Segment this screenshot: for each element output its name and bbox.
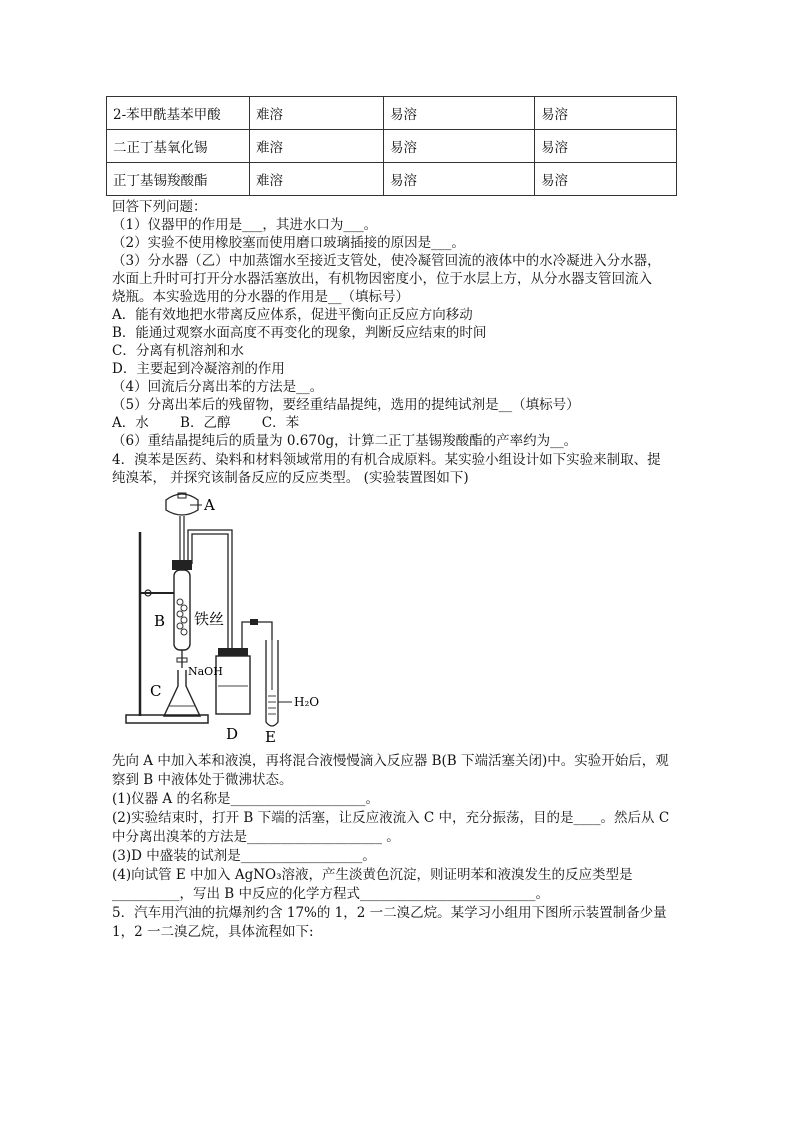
label-c: C	[150, 682, 162, 700]
q3-option: A．能有效地把水带离反应体系，促进平衡向正反应方向移动	[112, 307, 473, 323]
q4-line: 4．溴苯是医药、染料和材料领域常用的有机合成原料。某实验小组设计如下实验来制取、提	[112, 452, 661, 468]
gas-delivery-tube	[192, 534, 228, 650]
table-cell: 正丁基锡羧酸酯	[107, 163, 250, 196]
label-iron-wire: 铁丝	[194, 610, 225, 628]
table-cell: 易溶	[535, 97, 677, 130]
table-cell: 难溶	[250, 97, 384, 130]
q4-subquestion: __________，写出 B 中反应的化学方程式__________________________。	[112, 886, 550, 902]
q5-line: 5．汽车用汽油的抗爆剂约含 17%的 1，2 一二溴乙烷。某学习小组用下图所示装置制备少量	[112, 905, 667, 921]
bottle-stopper	[218, 648, 248, 656]
table-cell: 易溶	[535, 130, 677, 163]
iron-wire-coil	[177, 599, 187, 635]
connecting-tube	[242, 622, 272, 652]
table-cell: 易溶	[384, 163, 535, 196]
label-d: D	[226, 725, 239, 743]
table-cell: 难溶	[250, 130, 384, 163]
q3-option: B．能通过观察水面高度不再变化的现象，判断反应结束的时间	[112, 325, 487, 341]
table-cell: 易溶	[384, 130, 535, 163]
table-cell: 2-苯甲酰基苯甲酸	[107, 97, 250, 130]
solubility-table	[106, 96, 677, 196]
table-cell: 易溶	[535, 163, 677, 196]
apparatus-figure	[122, 490, 332, 745]
label-naoh: NaOH	[188, 665, 223, 678]
q3-intro: 回答下列问题：	[112, 199, 207, 215]
q4-subquestion: (2)实验结束时，打开 B 下端的活塞，让反应液流入 C 中，充分振荡，目的是____。然后从 C	[112, 810, 670, 826]
table-cell: 二正丁基氧化锡	[107, 130, 250, 163]
q3-line: （2）实验不使用橡胶塞而使用磨口玻璃插接的原因是___。	[112, 235, 465, 251]
gas-delivery-tube	[188, 530, 232, 650]
q4-subquestion: 中分离出溴苯的方法是____________________ 。	[112, 829, 400, 845]
q4-subquestion: (1)仪器 A 的名称是____________________。	[112, 791, 379, 807]
label-e: E	[265, 728, 276, 745]
label-b: B	[154, 612, 166, 630]
q3-line: （4）回流后分离出苯的方法是__。	[112, 379, 324, 395]
label-water: H₂O	[294, 695, 320, 709]
reactor-stopper	[172, 560, 192, 570]
q3-option: A．水 B．乙醇 C．苯	[112, 415, 300, 431]
q4-subquestion: (3)D 中盛装的试剂是__________________。	[112, 848, 376, 864]
table-row	[107, 163, 677, 196]
water-level-marks	[268, 696, 276, 714]
q3-line: （5）分离出苯后的残留物，要经重结晶提纯，选用的提纯试剂是__（填标号）	[112, 397, 580, 413]
q3-line: （3）分水器（乙）中加蒸馏水至接近支管处，使冷凝管回流的液体中的水冷凝进入分水器，	[112, 253, 661, 269]
label-a: A	[204, 496, 215, 514]
q4-line: 先向 A 中加入苯和液溴，再将混合液慢慢滴入反应器 B(B 下端活塞关闭)中。实验开始后，观	[112, 753, 669, 769]
table-row	[107, 130, 677, 163]
table-cell: 易溶	[384, 97, 535, 130]
q3-line: 烧瓶。本实验选用的分水器的作用是__（填标号）	[112, 289, 409, 305]
q5-line: 1，2 一二溴乙烷，具体流程如下:	[112, 924, 314, 940]
q3-option: C．分离有机溶剂和水	[112, 343, 244, 359]
q3-line: （1）仪器甲的作用是___，其进水口为___。	[112, 217, 378, 233]
q4-line: 纯溴苯， 并探究该制备反应的反应类型。 (实验装置图如下)	[112, 470, 469, 486]
apparatus-diagram	[122, 490, 332, 745]
table-row	[107, 97, 677, 130]
q4-line: 察到 B 中液体处于微沸状态。	[112, 772, 293, 788]
q3-line: （6）重结晶提纯后的质量为 0.670g，计算二正丁基锡羧酸酯的产率约为__。	[112, 433, 578, 449]
q4-subquestion: (4)向试管 E 中加入 AgNO₃溶液，产生淡黄色沉淀，则证明苯和液溴发生的反应类型是	[112, 867, 633, 883]
q3-line: 水面上升时可打开分水器活塞放出，有机物因密度小，位于水层上方，从分水器支管回流入	[112, 271, 652, 287]
q3-option: D．主要起到冷凝溶剂的作用	[112, 361, 285, 377]
table-cell: 难溶	[250, 163, 384, 196]
rubber-joint	[250, 619, 258, 625]
